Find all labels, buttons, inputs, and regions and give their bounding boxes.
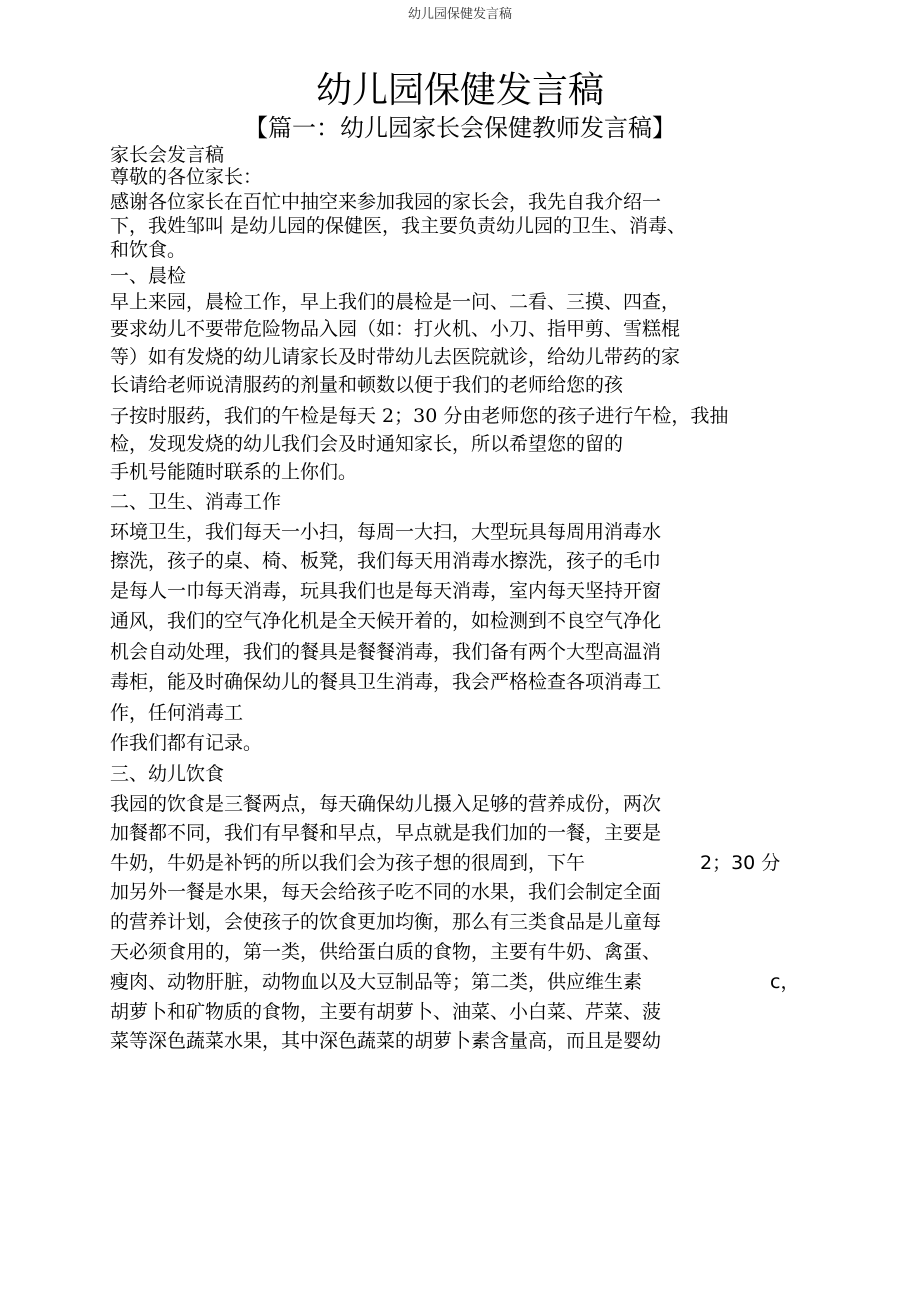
body-line: 环境卫生，我们每天一小扫，每周一大扫，大型玩具每周用消毒水	[110, 521, 662, 543]
body-line: 作，任何消毒工	[110, 702, 244, 724]
body-line: 加餐都不同，我们有早餐和早点，早点就是我们加的一餐，主要是	[110, 822, 662, 844]
body-line: 牛奶，牛奶是补钙的所以我们会为孩子想的很周到，下午	[110, 852, 586, 874]
body-line: 是每人一巾每天消毒，玩具我们也是每天消毒，室内每天坚持开窗	[110, 580, 662, 602]
body-line: 手机号能随时联系的上你们。	[110, 461, 358, 483]
body-line: 子按时服药，我们的午检是每天 2；30 分由老师您的孩子进行午检，我抽	[110, 405, 729, 427]
running-header: 幼儿园保健发言稿	[407, 7, 512, 22]
document-subtitle: 【篇一：幼儿园家长会保健教师发言稿】	[244, 114, 676, 142]
body-line: 要求幼儿不要带危险物品入园（如：打火机、小刀、指甲剪、雪糕棍	[110, 318, 681, 340]
body-line: 早上来园，晨检工作，早上我们的晨检是一问、二看、三摸、四查，	[110, 291, 681, 313]
body-line: 尊敬的各位家长：	[110, 166, 263, 188]
body-line: 长请给老师说清服药的剂量和顿数以便于我们的老师给您的孩	[110, 374, 624, 396]
body-line: 的营养计划，会使孩子的饮食更加均衡，那么有三类食品是儿童每	[110, 911, 662, 933]
section-heading: 三、幼儿饮食	[110, 763, 225, 785]
section-heading: 一、晨检	[110, 265, 187, 287]
body-line: 和饮食。	[110, 239, 187, 261]
body-line: 菜等深色蔬菜水果，其中深色蔬菜的胡萝卜素含量高，而且是婴幼	[110, 1030, 662, 1052]
body-line: 下，我姓邹叫 是幼儿园的保健医，我主要负责幼儿园的卫生、消毒、	[110, 215, 687, 237]
body-line: 加另外一餐是水果，每天会给孩子吃不同的水果，我们会制定全面	[110, 881, 662, 903]
body-line-trailing: 2；30 分	[700, 852, 781, 874]
body-line: 擦洗，孩子的桌、椅、板凳，我们每天用消毒水擦洗，孩子的毛巾	[110, 550, 662, 572]
section-heading: 二、卫生、消毒工作	[110, 491, 282, 513]
body-line: 等）如有发烧的幼儿请家长及时带幼儿去医院就诊，给幼儿带药的家	[110, 346, 681, 368]
body-line: 我园的饮食是三餐两点，每天确保幼儿摄入足够的营养成份，两次	[110, 793, 662, 815]
body-line: 通风，我们的空气净化机是全天候开着的，如检测到不良空气净化	[110, 610, 662, 632]
body-line: 天必须食用的，第一类，供给蛋白质的食物，主要有牛奶、禽蛋、	[110, 941, 662, 963]
body-line: 感谢各位家长在百忙中抽空来参加我园的家长会，我先自我介绍一	[110, 191, 662, 213]
body-line: 毒柜，能及时确保幼儿的餐具卫生消毒，我会严格检查各项消毒工	[110, 671, 662, 693]
body-line: 瘦肉、动物肝脏，动物血以及大豆制品等；第二类，供应维生素	[110, 971, 643, 993]
body-line: 家长会发言稿	[110, 144, 225, 166]
body-line-trailing: c，	[770, 971, 800, 993]
body-line: 作我们都有记录。	[110, 732, 263, 754]
body-line: 胡萝卜和矿物质的食物，主要有胡萝卜、油菜、小白菜、芹菜、菠	[110, 1001, 662, 1023]
body-line: 检，发现发烧的幼儿我们会及时通知家长，所以希望您的留的	[110, 433, 624, 455]
body-line: 机会自动处理，我们的餐具是餐餐消毒，我们备有两个大型高温消	[110, 641, 662, 663]
document-title: 幼儿园保健发言稿	[315, 70, 604, 111]
